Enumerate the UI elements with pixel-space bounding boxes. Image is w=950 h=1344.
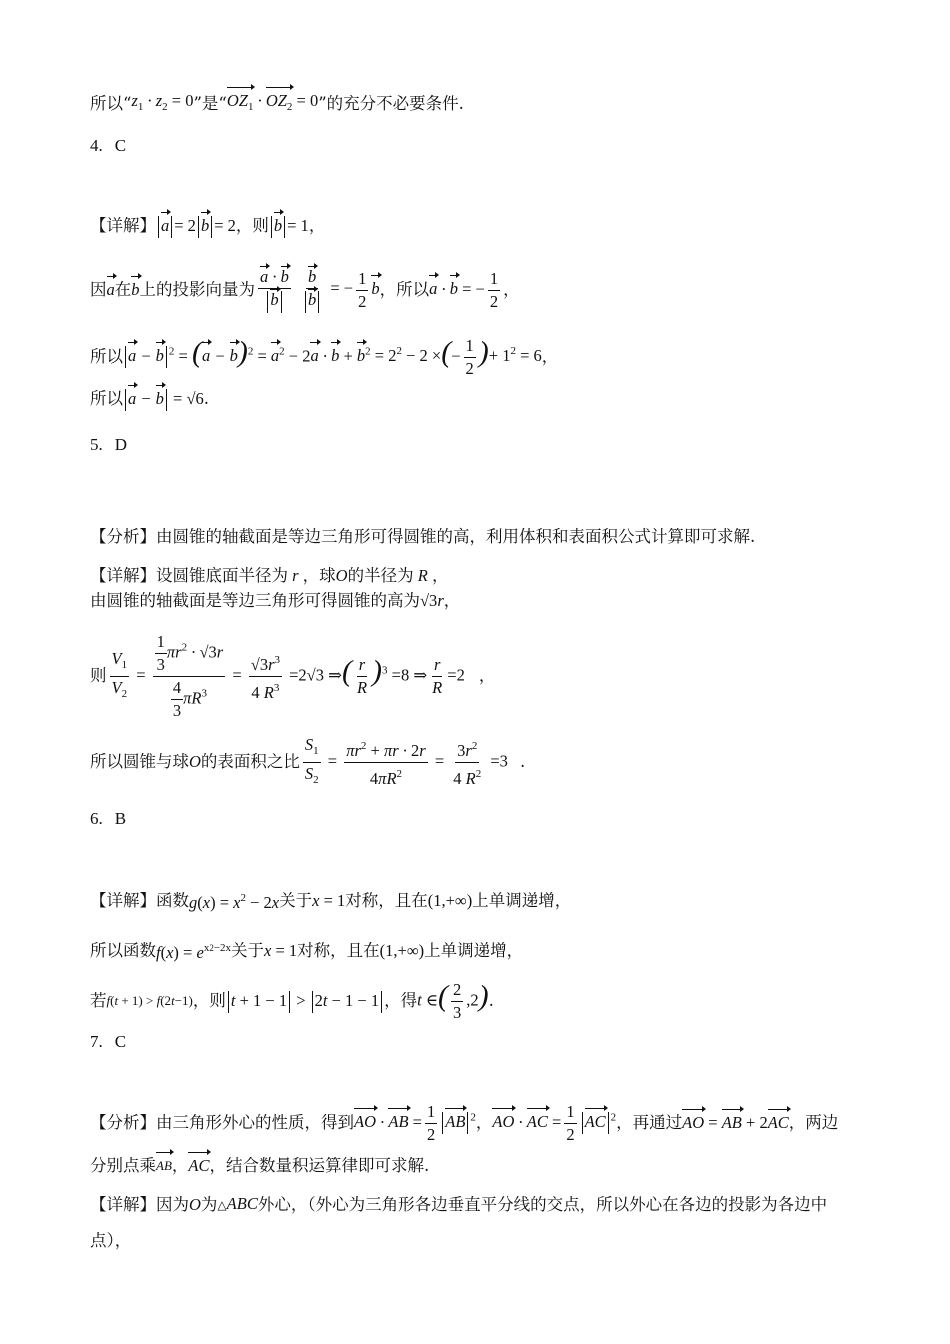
text-line: 【详解】 因为 O 为 △ABC 外心，（外心为三角形各边垂直平分线的交点，所以外心在各边的投影为各边中 xyxy=(90,1191,860,1218)
detail-tag: 【详解】 xyxy=(90,890,156,910)
text-line: 【分析】 由三角形外心的性质，得到 AO · AB = $\frac{1}{2}$ AB $^2$ ， AO · AC = $\frac{1}{2}$ AC $^2$ ，再通过 AO = AB + 2AC ，两边 xyxy=(90,1101,839,1144)
formula: $\frac{V_1}{V_2}$ = $\frac{1}{3}$ $\pi r^2 \cdot √3r$ $\frac{4}{3}$ $\pi R^3$ = $\frac{√3r^3}{4 R^3}$ =2√3 ⇒( $\frac{r}{R}$ )$^3$ =8 ⇒ $\frac{r}{R}$ =2 xyxy=(111,631,465,720)
text-line: 所以 a − b = √6 . xyxy=(90,386,860,412)
formula: a − b $^2 = (a - b)^2 = a^2 - 2a \cdot b + b^2 = 2^2 - 2$ ×(− $\frac{1}{2}$ )+ $1^2 = 6$ xyxy=(123,336,542,379)
text-line: 所以圆锥与球 O 的表面积之比 $\frac{S_1}{S_2}$ = $\frac{\pi r^2 + \pi r \cdot 2r}{4\pi R^2}$ = $\frac{3r^2}{4 R^2}$ =3 . xyxy=(90,734,526,788)
text-line: 若 f(t + 1) > f(2t−1) ，则 t + 1 − 1 > 2t − 1 − 1 ，得 t ∈( $\frac{2}{3}$ ,2) . xyxy=(90,978,494,1022)
detail-tag: 【详解】 xyxy=(90,566,156,585)
formula: a = 2 b = 2 xyxy=(156,213,236,239)
formula: $z_1 \cdot z_2 = 0$ xyxy=(131,91,194,113)
text-line: 因 a 在 b 上的投影向量为 $\frac{a \cdot b}{b}$ $\frac{b}{b}$ = − $\frac{1}{2}$ b ，所以 a · b = − $\frac{1}{2}$ ， xyxy=(90,270,860,310)
answer-5: 5. D xyxy=(90,435,128,454)
text-line: 【详解】 设圆锥底面半径为 r ，球 O 的半径为 R ， xyxy=(90,563,860,589)
formula: t + 1 − 1 > 2t − 1 − 1 xyxy=(226,988,384,1014)
text-line: 【详解】 函数 $g(x) = x^2 - 2x$ 关于 x = 1 对称，且在 (1,+∞) 上单调递增， xyxy=(90,885,860,916)
text-line: 所以“ $z_1 \cdot z_2 = 0$ ”是“ $OZ_1 \cdot OZ_2 = 0$ ”的充分不必要条件. xyxy=(90,88,860,120)
formula: a − b = √6 xyxy=(123,386,204,412)
text-line: 由圆锥的轴截面是等边三角形可得圆锥的高为 √3r ， xyxy=(90,588,860,614)
formula: $g(x) = x^2 - 2x$ xyxy=(189,892,280,912)
answer-7: 7. C xyxy=(90,1032,127,1051)
formula: a · b = − $\frac{1}{2}$ xyxy=(429,268,499,311)
formula: b = 1 xyxy=(269,213,309,239)
text-line: 分别点乘 AB ， AC ，结合数量积运算律即可求解. xyxy=(90,1153,860,1179)
formula: $\frac{a \cdot b}{b}$ $\frac{b}{b}$ = − $\frac{1}{2}$ b xyxy=(255,267,380,312)
formula: t ∈( $\frac{2}{3}$ ,2) xyxy=(417,978,489,1022)
text-line: 所以 a − b $^2 = (a - b)^2 = a^2 - 2a \cdot b + b^2 = 2^2 - 2$ ×(− $\frac{1}{2}$ )+ $1^2 = 6$ ， xyxy=(90,334,559,378)
detail-tag: 【详解】 xyxy=(90,1194,156,1214)
formula: AO = AB + 2AC xyxy=(682,1110,789,1136)
detail-tag: 【详解】 xyxy=(90,216,156,235)
formula: $\frac{S_1}{S_2}$ = $\frac{\pi r^2 + \pi r \cdot 2r}{4\pi R^2}$ = $\frac{3r^2}{4 R^2}$ =3 xyxy=(304,734,508,788)
formula: $f(x) = e^{x2-2x}$ xyxy=(156,942,232,962)
answer-4: 4. C xyxy=(90,136,127,155)
formula: $OZ_1 \cdot OZ_2 = 0$ xyxy=(227,88,318,120)
text-line: 点）， xyxy=(90,1231,132,1250)
analysis-tag: 【分析】 xyxy=(90,1113,156,1132)
text-line: 则 $\frac{V_1}{V_2}$ = $\frac{1}{3}$ $\pi r^2 \cdot √3r$ $\frac{4}{3}$ $\pi R^3$ = $\frac{√3r^3}{4 R^3}$ =2√3 ⇒( $\frac{r}{R}$ )$^3$ =8 ⇒ $\frac{r}{R}$ =2 ， xyxy=(90,631,496,720)
formula: f(t + 1) > f(2t−1) xyxy=(106,993,193,1008)
formula: √3r xyxy=(420,591,444,610)
analysis-tag: 【分析】 xyxy=(90,527,156,546)
answer-6: 6. B xyxy=(90,809,127,828)
formula: AO · AC = $\frac{1}{2}$ AC $^2$ xyxy=(492,1101,617,1144)
formula: AO · AB = $\frac{1}{2}$ AB $^2$ xyxy=(354,1101,476,1144)
text-line: 【分析】 由圆锥的轴截面是等边三角形可得圆锥的高，利用体积和表面积公式计算即可求解. xyxy=(90,524,860,550)
text-line: 所以函数 $f(x) = e^{x2-2x}$ 关于 x = 1 对称，且在 (1,+∞) 上单调递增， xyxy=(90,935,860,966)
text-line: 【详解】 a = 2 b = 2 ，则 b = 1 ， xyxy=(90,213,860,239)
